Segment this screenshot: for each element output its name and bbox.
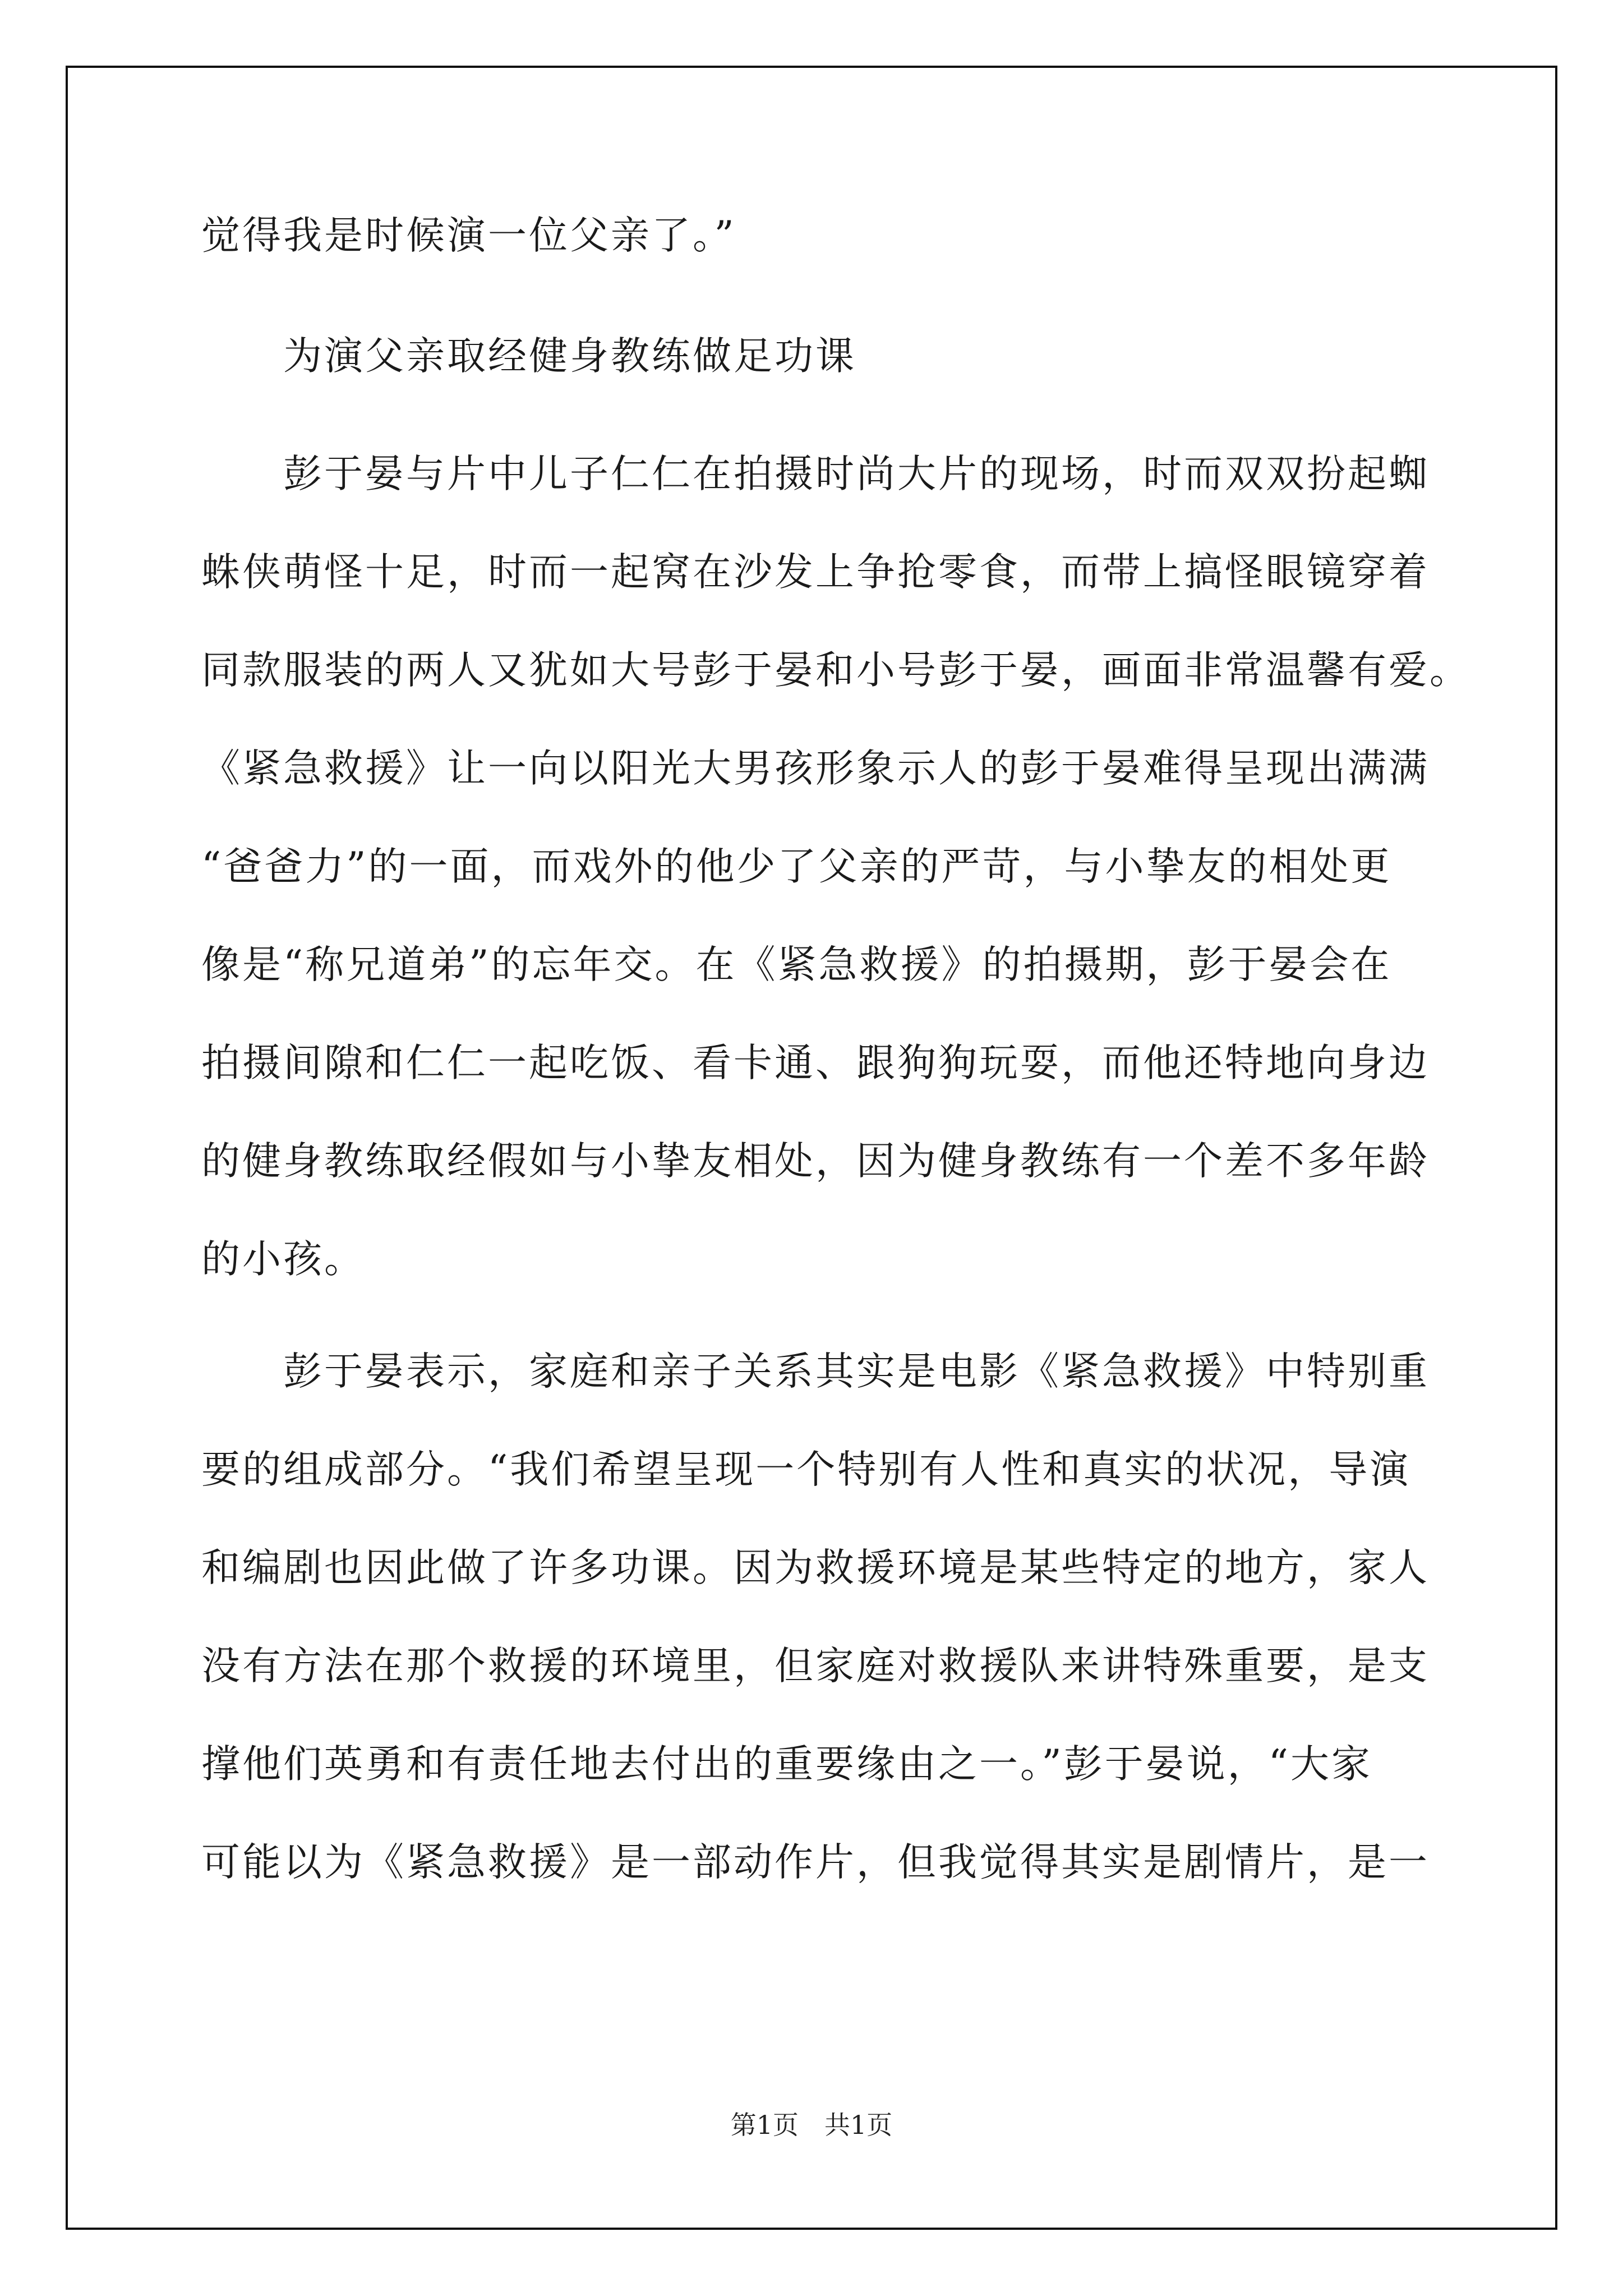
text-line: “爸爸力”的一面，而戏外的他少了父亲的严苛，与小挚友的相处更 <box>201 844 1392 889</box>
text-line: 可能以为《紧急救援》是一部动作片，但我觉得其实是剧情片，是一 <box>201 1840 1430 1885</box>
text-line: 彭于晏与片中儿子仁仁在拍摄时尚大片的现场，时而双双扮起蜘 <box>201 452 1430 496</box>
text-line: 蛛侠萌怪十足，时而一起窝在沙发上争抢零食，而带上搞怪眼镜穿着 <box>201 550 1430 595</box>
text-line: 像是“称兄道弟”的忘年交。在《紧急救援》的拍摄期，彭于晏会在 <box>201 942 1392 987</box>
text-line: 的小孩。 <box>201 1237 365 1282</box>
text-line: 和编剧也因此做了许多功课。因为救援环境是某些特定的地方，家人 <box>201 1545 1430 1590</box>
text-line: 《紧急救援》让一向以阳光大男孩形象示人的彭于晏难得呈现出满满 <box>201 746 1430 791</box>
page-number-footer: 第1页 共1页 <box>730 2110 893 2140</box>
text-line: 要的组成部分。“我们希望呈现一个特别有人性和真实的状况，导演 <box>201 1447 1411 1492</box>
text-line: 没有方法在那个救援的环境里，但家庭对救援队来讲特殊重要，是支 <box>201 1644 1430 1688</box>
section-heading: 为演父亲取经健身教练做足功课 <box>201 334 856 379</box>
text-line: 的健身教练取经假如与小挚友相处，因为健身教练有一个差不多年龄 <box>201 1139 1430 1184</box>
text-line: 同款服装的两人又犹如大号彭于晏和小号彭于晏，画面非常温馨有爱。 <box>201 648 1470 693</box>
text-line: 觉得我是时候演一位父亲了。” <box>201 213 736 258</box>
text-line: 撑他们英勇和有责任地去付出的重要缘由之一。”彭于晏说，“大家 <box>201 1742 1373 1787</box>
text-line: 彭于晏表示，家庭和亲子关系其实是电影《紧急救援》中特别重 <box>201 1349 1430 1394</box>
text-line: 拍摄间隙和仁仁一起吃饭、看卡通、跟狗狗玩耍，而他还特地向身边 <box>201 1041 1430 1085</box>
